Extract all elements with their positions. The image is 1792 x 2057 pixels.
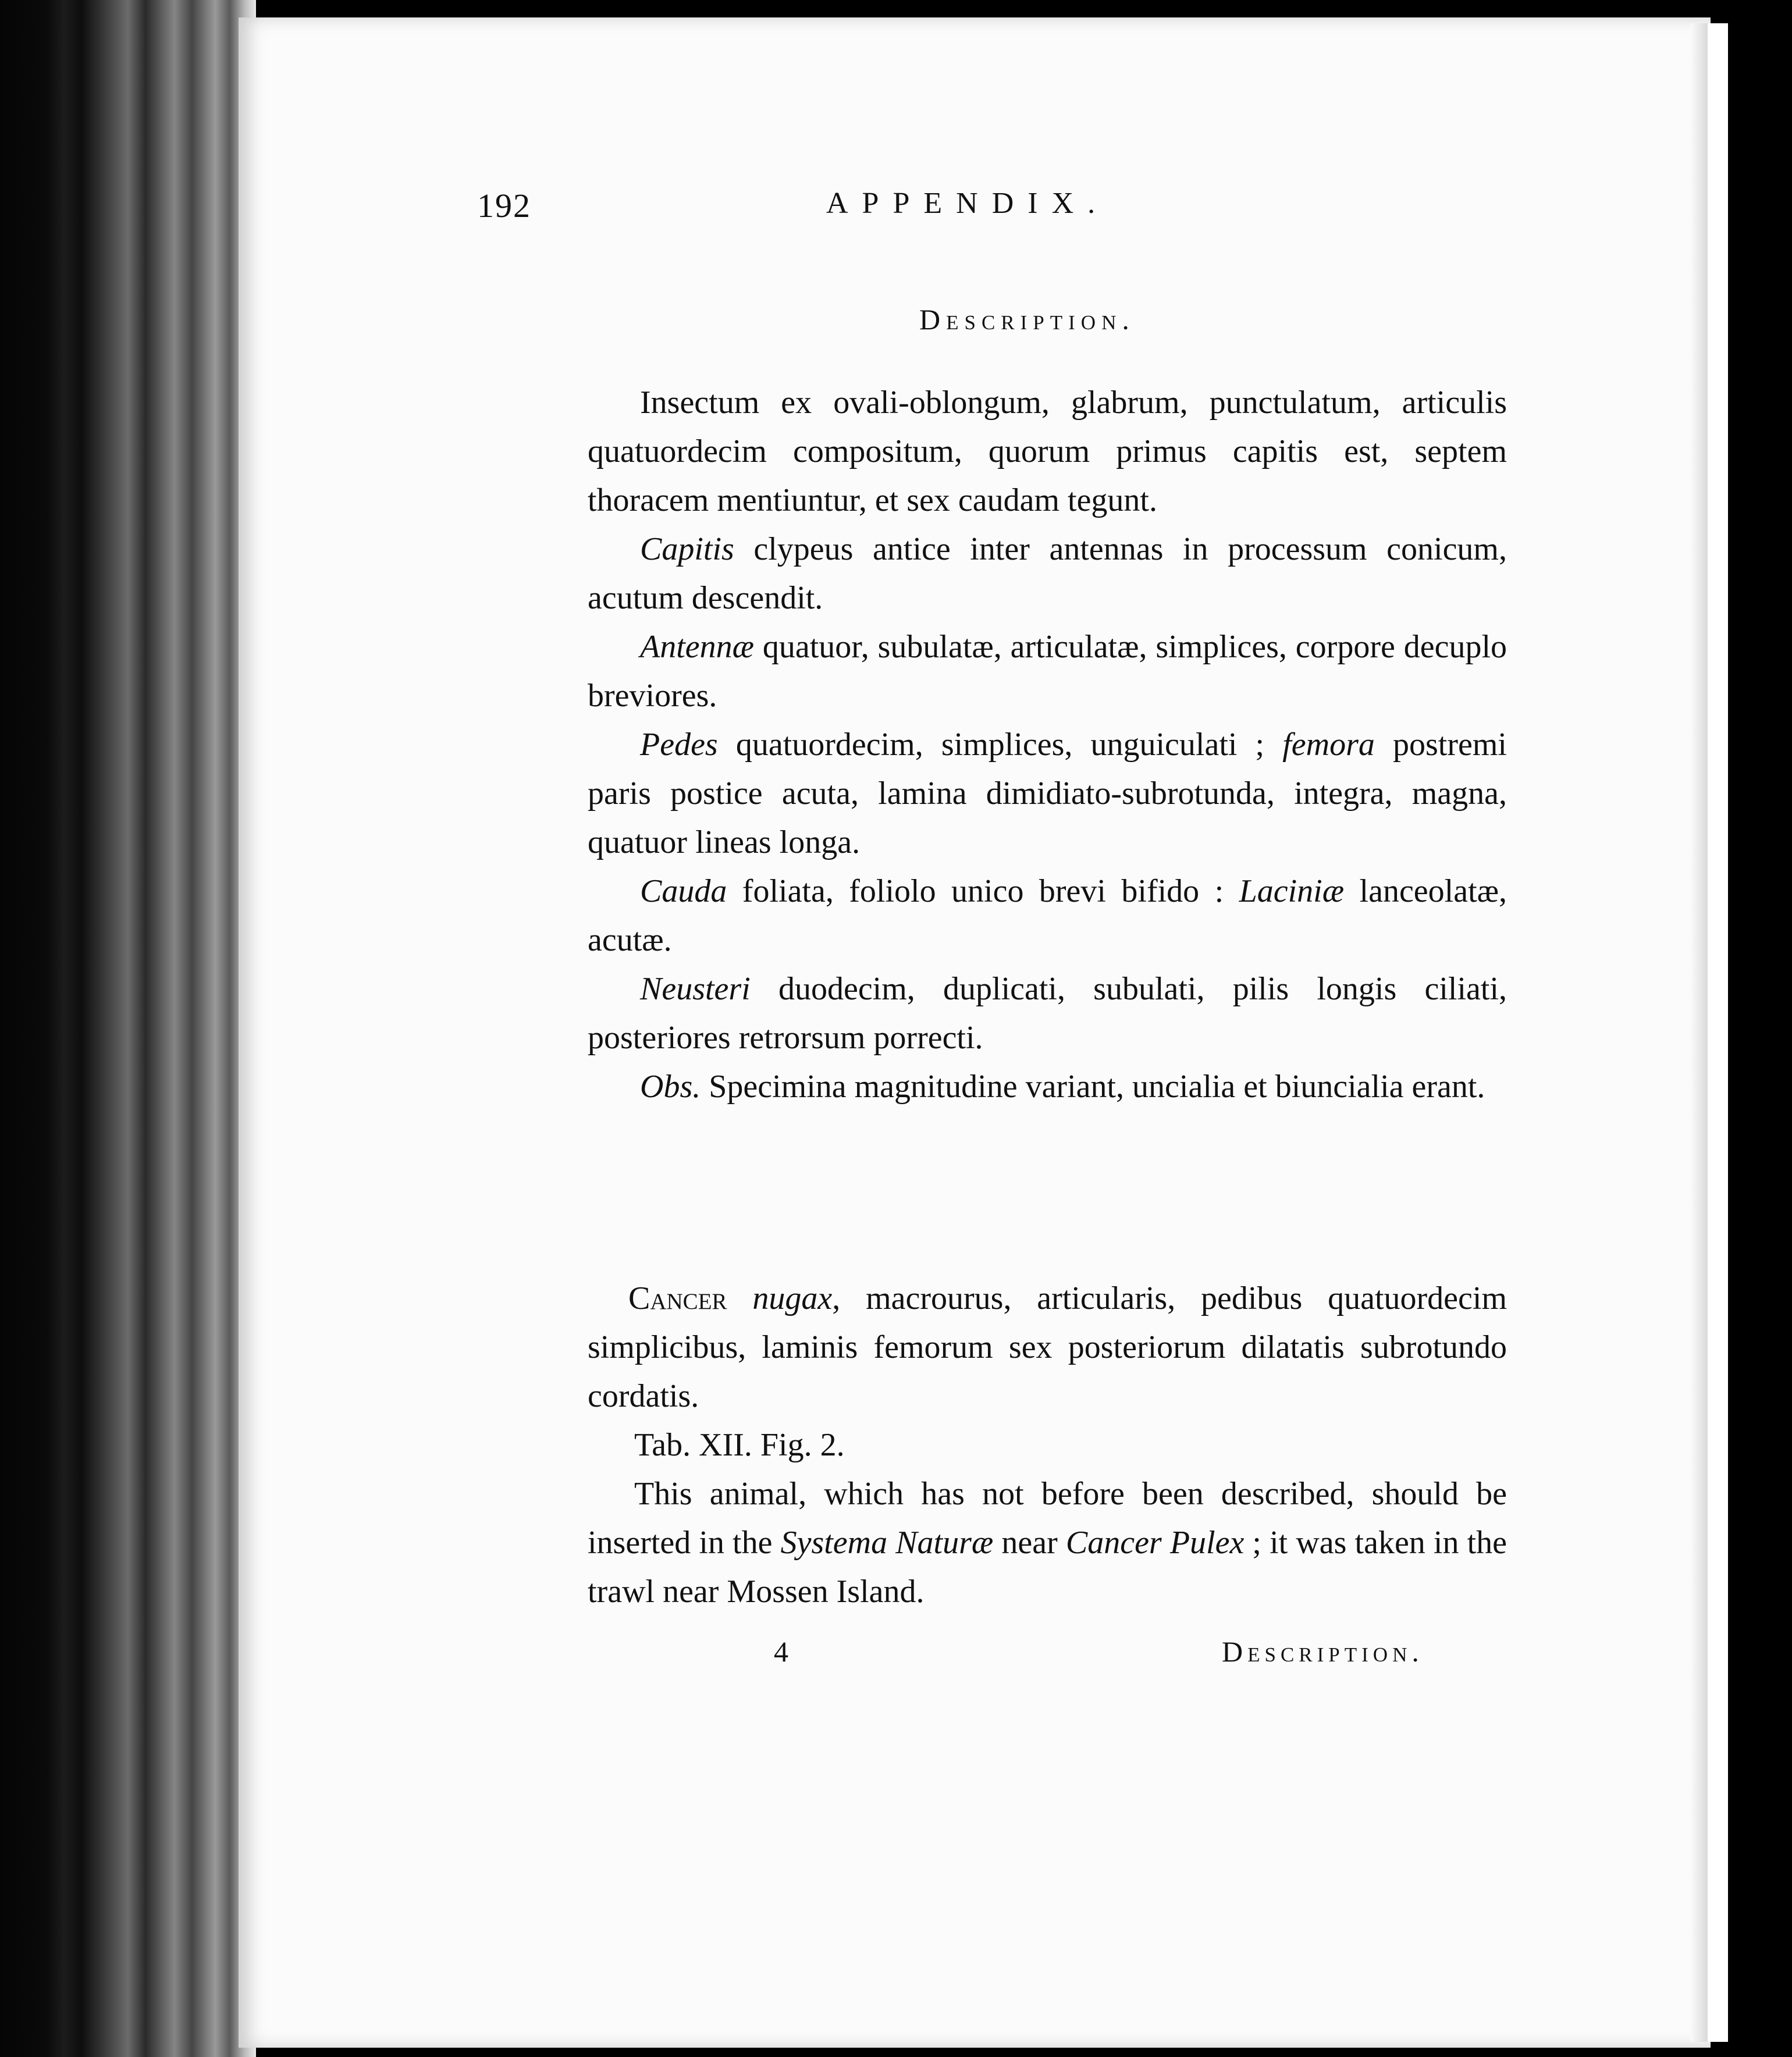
paragraph-text: clypeus antice inter antennas in processum conicum, acutum descendit. — [588, 531, 1507, 616]
paragraph-text: Specimina magnitudine variant, uncialia et biuncialia erant. — [701, 1069, 1485, 1105]
paragraph-english — [588, 1469, 1507, 1616]
running-head: APPENDIX. — [826, 187, 1110, 220]
paragraph-text: Insectum ex ovali-oblongum, glabrum, punctulatum, articulis quatuordecim compositum, quorum primus capitis est, septem thoracem mentiuntur, et sex caudam tegunt. — [588, 385, 1507, 518]
page-number: 192 — [477, 187, 531, 225]
paragraph-antennae — [588, 622, 1507, 720]
species-name: nugax — [752, 1280, 833, 1316]
paragraph-cauda — [588, 867, 1507, 965]
term-italic: Laciniæ — [1239, 873, 1345, 909]
paragraph-text: duodecim, duplicati, subulati, pilis longis ciliati, posteriores retrorsum porrecti. — [588, 971, 1507, 1056]
catchword: Description. — [1222, 1635, 1424, 1668]
genus-name: Cancer — [628, 1280, 727, 1316]
paragraph-text: postremi paris postice acuta, lamina dimidiato-subrotunda, integra, magna, quatuor lineas longa. — [588, 727, 1507, 860]
paragraph-text: lanceolatæ, acutæ. — [588, 873, 1507, 958]
paragraph-pedes — [588, 720, 1507, 867]
plate-reference-text: Tab. XII. Fig. 2. — [634, 1427, 845, 1463]
term-italic: femora — [1282, 727, 1375, 763]
term-italic: Cauda — [640, 873, 727, 909]
term-italic: Capitis — [640, 531, 734, 567]
species-diagnosis: , macrourus, articularis, pedibus quatuordecim simplicibus, laminis femorum sex posteriorum dilatatis subrotundo cordatis. — [588, 1280, 1507, 1414]
paragraph-text: foliata, foliolo unico brevi bifido : — [727, 873, 1239, 909]
signature-mark: 4 — [774, 1635, 788, 1668]
term-italic: Neusteri — [640, 971, 751, 1007]
paragraph-text: This animal, which has not before been described, should be inserted in the — [588, 1476, 1507, 1561]
paragraph-text: ; it was taken in the trawl near Mossen Island. — [588, 1525, 1507, 1610]
description-body — [588, 378, 1507, 1111]
paragraph-obs — [588, 1062, 1507, 1111]
plate-reference — [588, 1421, 1507, 1469]
book-title-italic: Systema Naturæ — [780, 1525, 994, 1561]
paragraph-capitis — [588, 525, 1507, 622]
paragraph-intro — [588, 378, 1507, 525]
cancer-nugax-entry — [588, 1274, 1507, 1616]
book-spine-edge — [0, 0, 256, 2057]
species-italic: Cancer Pulex — [1065, 1525, 1245, 1561]
paragraph-text: near — [993, 1525, 1066, 1561]
paragraph-text: quatuordecim, simplices, unguiculati ; — [717, 727, 1283, 763]
next-page-edge — [1708, 23, 1728, 2042]
term-italic: Pedes — [640, 727, 718, 763]
paragraph-neusteri — [588, 965, 1507, 1062]
species-heading — [588, 1274, 1507, 1421]
section-title: Description. — [919, 303, 1135, 336]
term-italic: Antennæ — [640, 629, 754, 665]
running-header — [0, 186, 1792, 239]
paragraph-text: quatuor, subulatæ, articulatæ, simplices, corpore decuplo breviores. — [588, 629, 1507, 714]
page-right-shadow — [1690, 23, 1708, 2042]
term-italic: Obs. — [640, 1069, 701, 1105]
